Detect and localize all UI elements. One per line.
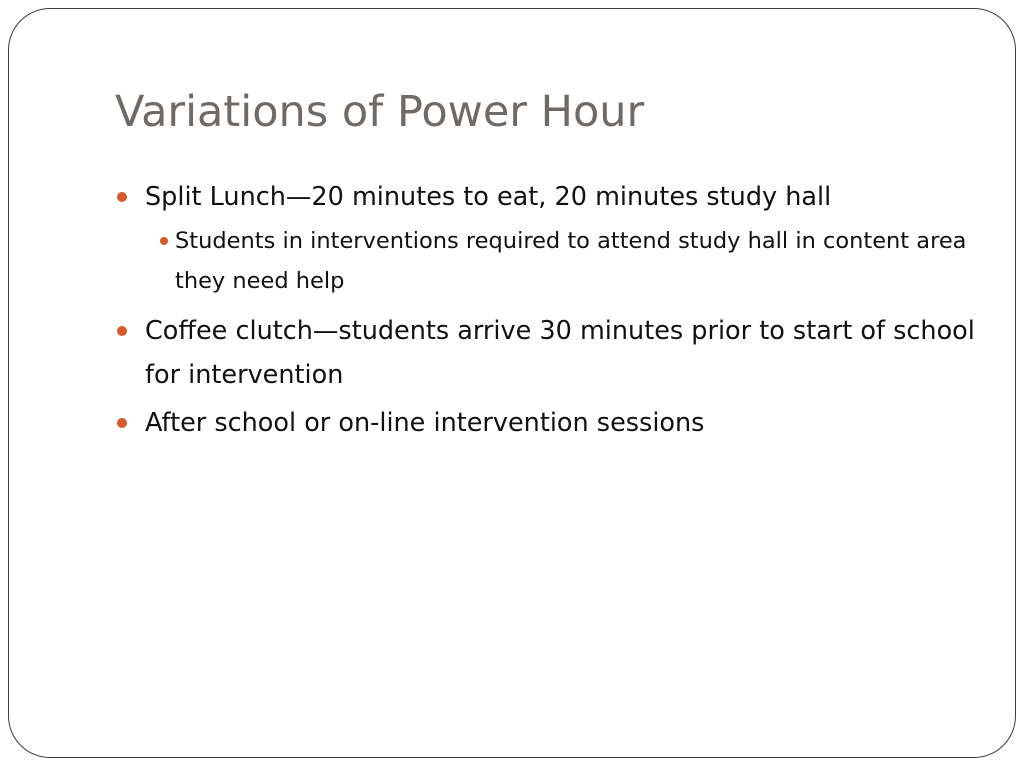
bullet-item — [115, 309, 975, 397]
bullet-item — [115, 401, 975, 445]
bullet-text: Coffee clutch—students arrive 30 minutes prior to start of school for intervention — [145, 316, 975, 390]
bullet-text: After school or on-line intervention sessions — [145, 408, 705, 438]
sub-bullet-item — [145, 221, 975, 301]
bullet-item — [115, 175, 975, 219]
bullet-dot-icon — [117, 418, 127, 428]
slide — [8, 8, 1016, 758]
slide-content — [115, 175, 975, 447]
slide-title: Variations of Power Hour — [115, 87, 645, 137]
bullet-dot-icon — [117, 326, 127, 336]
bullet-text: Split Lunch—20 minutes to eat, 20 minutes study hall — [145, 182, 832, 212]
bullet-dot-icon — [160, 237, 168, 245]
bullet-dot-icon — [117, 192, 127, 202]
sub-bullet-text: Students in interventions required to attend study hall in content area they need help — [175, 228, 967, 294]
